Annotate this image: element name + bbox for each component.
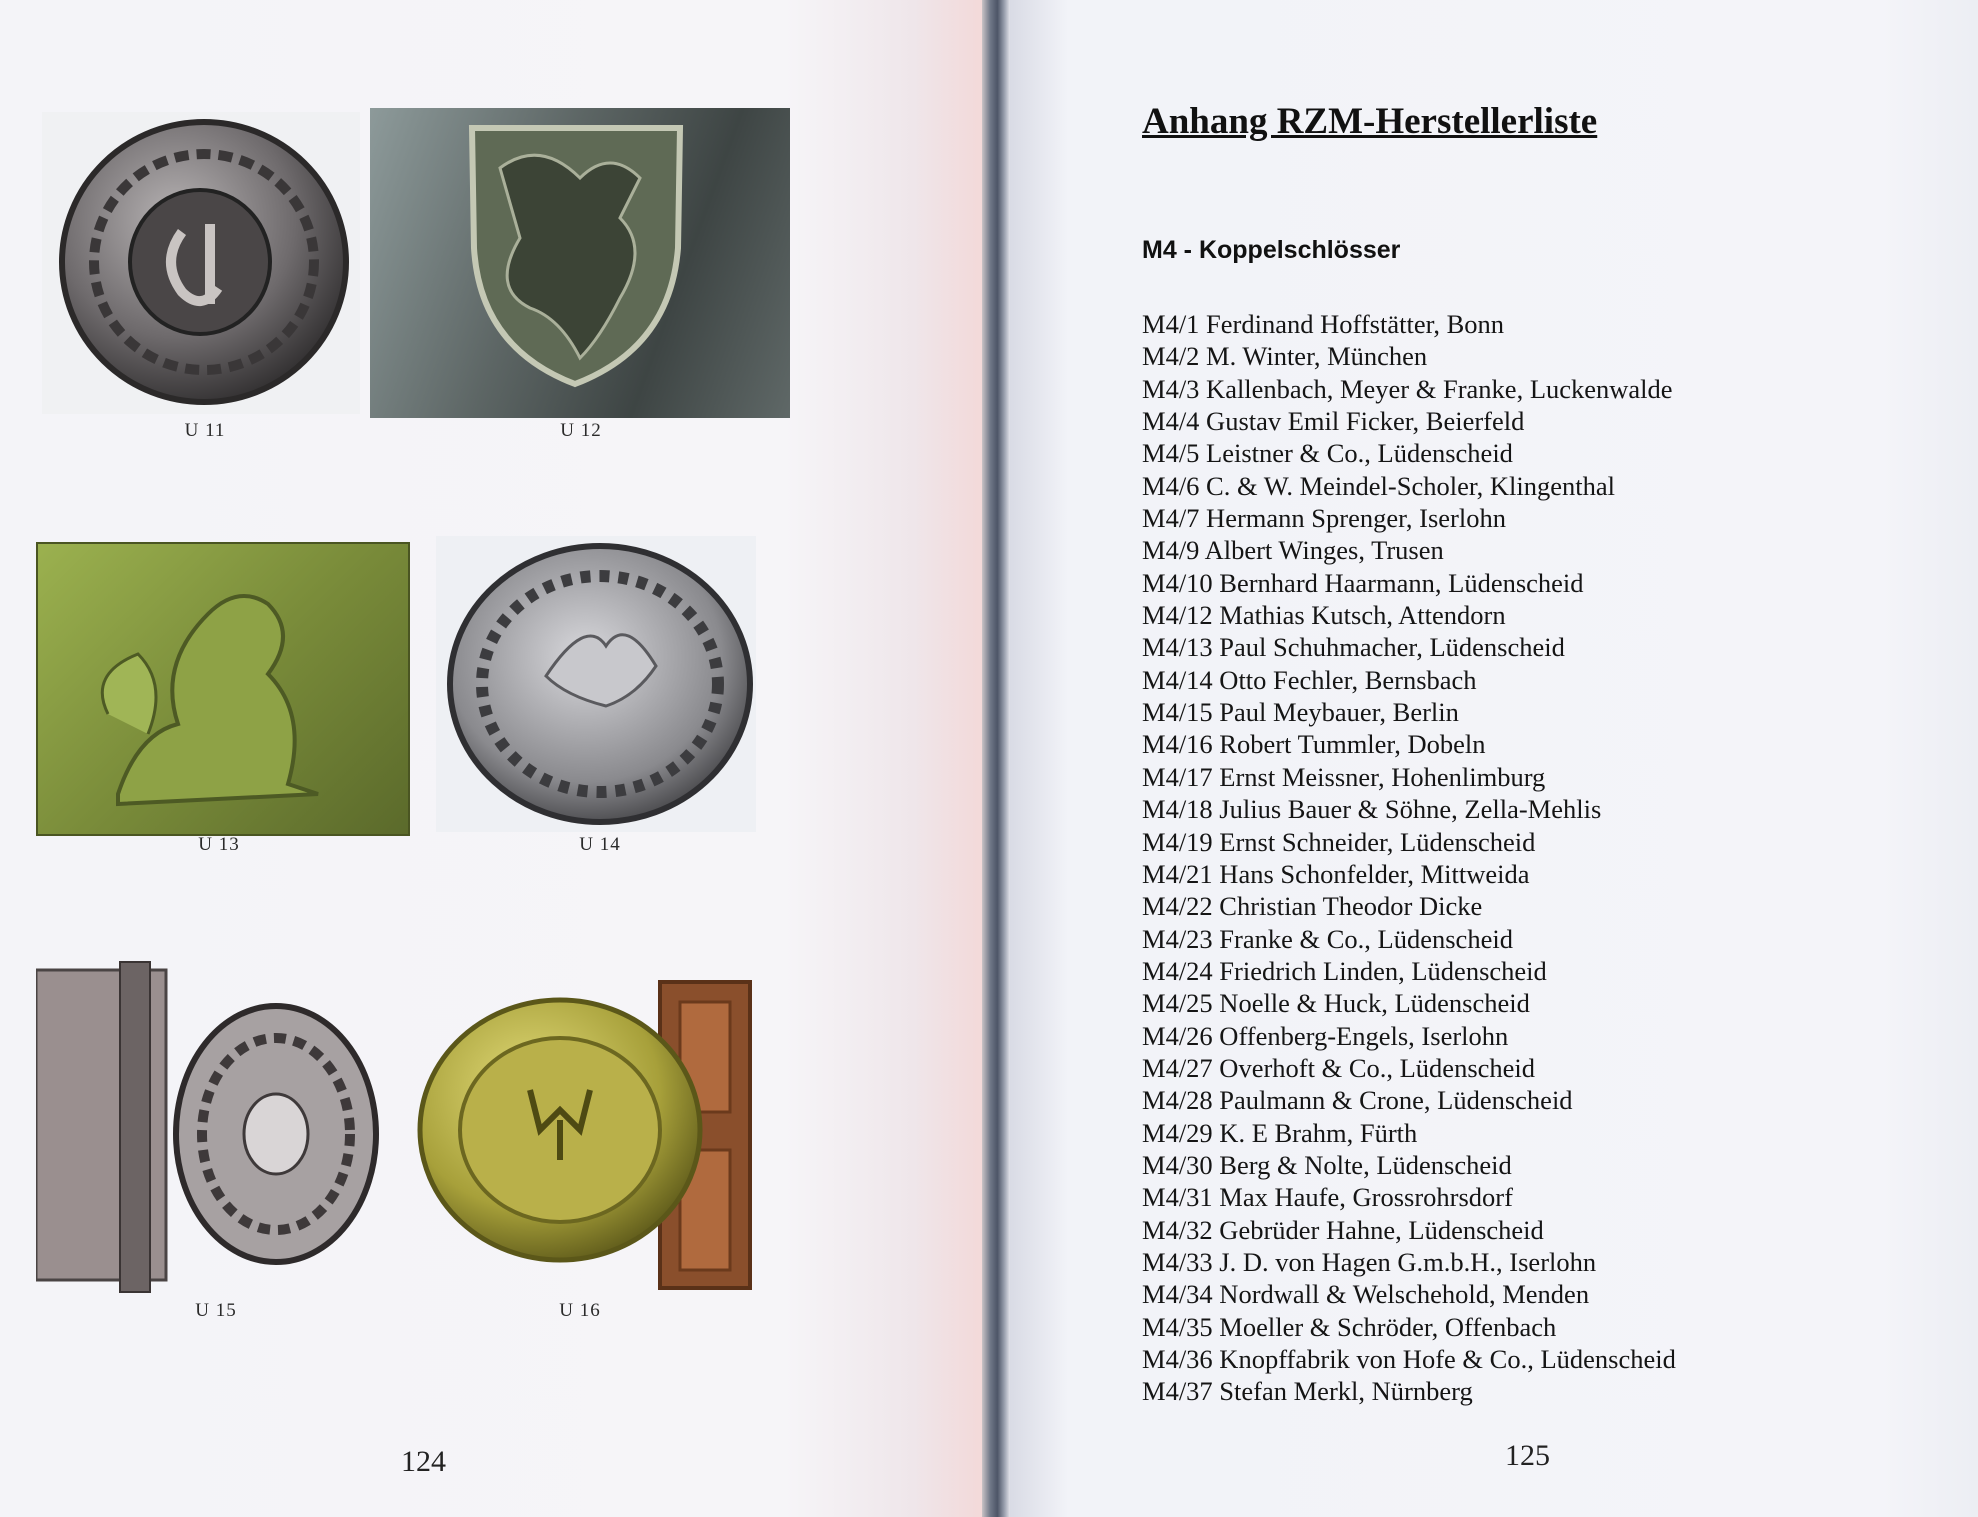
buckle-u14-image [436, 536, 756, 832]
figure-u13 [36, 542, 410, 836]
page-number-left: 124 [401, 1445, 446, 1478]
figure-u14 [436, 536, 756, 832]
manufacturer-entry: M4/1 Ferdinand Hoffstätter, Bonn [1142, 309, 1505, 339]
manufacturer-entry: M4/35 Moeller & Schröder, Offenbach [1142, 1311, 1557, 1342]
manufacturer-entry: M4/34 Nordwall & Welschehold, Menden [1142, 1279, 1590, 1310]
manufacturer-entry: M4/24 Friedrich Linden, Lüdenscheid [1142, 955, 1547, 986]
manufacturer-entry: M4/30 Berg & Nolte, Lüdenscheid [1142, 1149, 1512, 1180]
manufacturer-entry: M4/13 Paul Schuhmacher, Lüdenscheid [1142, 632, 1565, 663]
figure-u12 [370, 108, 790, 418]
manufacturer-entry: M4/10 Bernhard Haarmann, Lüdenscheid [1142, 567, 1584, 598]
manufacturer-entry: M4/12 Mathias Kutsch, Attendorn [1142, 600, 1506, 631]
manufacturer-list [1142, 308, 1676, 1408]
page-number-right: 125 [1505, 1439, 1550, 1472]
manufacturer-entry: M4/16 Robert Tummler, Dobeln [1142, 729, 1486, 760]
manufacturer-entry: M4/17 Ernst Meissner, Hohenlimburg [1142, 761, 1546, 792]
manufacturer-entry: M4/23 Franke & Co., Lüdenscheid [1142, 923, 1513, 954]
manufacturer-entry: M4/5 Leistner & Co., Lüdenscheid [1142, 438, 1513, 469]
manufacturer-entry: M4/36 Knopffabrik von Hofe & Co., Lüdenscheid [1142, 1344, 1676, 1374]
manufacturer-entry: M4/3 Kallenbach, Meyer & Franke, Luckenwalde [1142, 373, 1673, 404]
book-gutter [982, 0, 1010, 1517]
manufacturer-entry: M4/14 Otto Fechler, Bernsbach [1142, 664, 1477, 695]
manufacturer-entry: M4/6 C. & W. Meindel-Scholer, Klingenthal [1142, 470, 1615, 501]
section-heading: M4 - Koppelschlösser [1142, 236, 1401, 264]
manufacturer-entry: M4/28 Paulmann & Crone, Lüdenscheid [1142, 1085, 1573, 1116]
figure-u15 [36, 958, 380, 1294]
manufacturer-entry: M4/29 K. E Brahm, Fürth [1142, 1117, 1418, 1148]
figure-u11 [42, 112, 360, 414]
manufacturer-entry: M4/15 Paul Meybauer, Berlin [1142, 697, 1459, 728]
manufacturer-entry: M4/33 J. D. von Hagen G.m.b.H., Iserlohn [1142, 1246, 1597, 1277]
caption-u16: U 16 [559, 1300, 601, 1321]
manufacturer-entry: M4/22 Christian Theodor Dicke [1142, 891, 1483, 922]
manufacturer-entry: M4/26 Offenberg-Engels, Iserlohn [1142, 1020, 1509, 1051]
manufacturer-entry: M4/32 Gebrüder Hahne, Lüdenscheid [1142, 1214, 1544, 1245]
manufacturer-entry: M4/27 Overhoft & Co., Lüdenscheid [1142, 1052, 1536, 1083]
manufacturer-entry: M4/2 M. Winter, München [1142, 341, 1428, 372]
caption-u13: U 13 [198, 834, 240, 855]
caption-u11: U 11 [184, 420, 226, 441]
buckle-u15-image [36, 958, 380, 1294]
figure-u16 [410, 980, 760, 1292]
manufacturer-entry: M4/31 Max Haufe, Grossrohrsdorf [1142, 1182, 1513, 1213]
buckle-u11-image [42, 112, 360, 414]
manufacturer-entry: M4/9 Albert Winges, Trusen [1142, 535, 1444, 566]
caption-u14: U 14 [579, 834, 621, 855]
manufacturer-entry: M4/19 Ernst Schneider, Lüdenscheid [1142, 826, 1536, 857]
manufacturer-entry: M4/21 Hans Schonfelder, Mittweida [1142, 858, 1530, 889]
manufacturer-entry: M4/37 Stefan Merkl, Nürnberg [1142, 1376, 1473, 1407]
manufacturer-entry: M4/4 Gustav Emil Ficker, Beierfeld [1142, 406, 1525, 437]
caption-u12: U 12 [560, 420, 602, 441]
caption-u15: U 15 [195, 1300, 237, 1321]
manufacturer-entry: M4/25 Noelle & Huck, Lüdenscheid [1142, 988, 1530, 1019]
buckle-u16-image [410, 980, 760, 1292]
manufacturer-entry: M4/7 Hermann Sprenger, Iserlohn [1142, 503, 1506, 534]
manufacturer-entry: M4/18 Julius Bauer & Söhne, Zella-Mehlis [1142, 794, 1602, 825]
buckle-u13-image [38, 544, 408, 834]
page-title: Anhang RZM-Herstellerliste [1142, 101, 1598, 142]
buckle-u12-image [370, 108, 790, 418]
